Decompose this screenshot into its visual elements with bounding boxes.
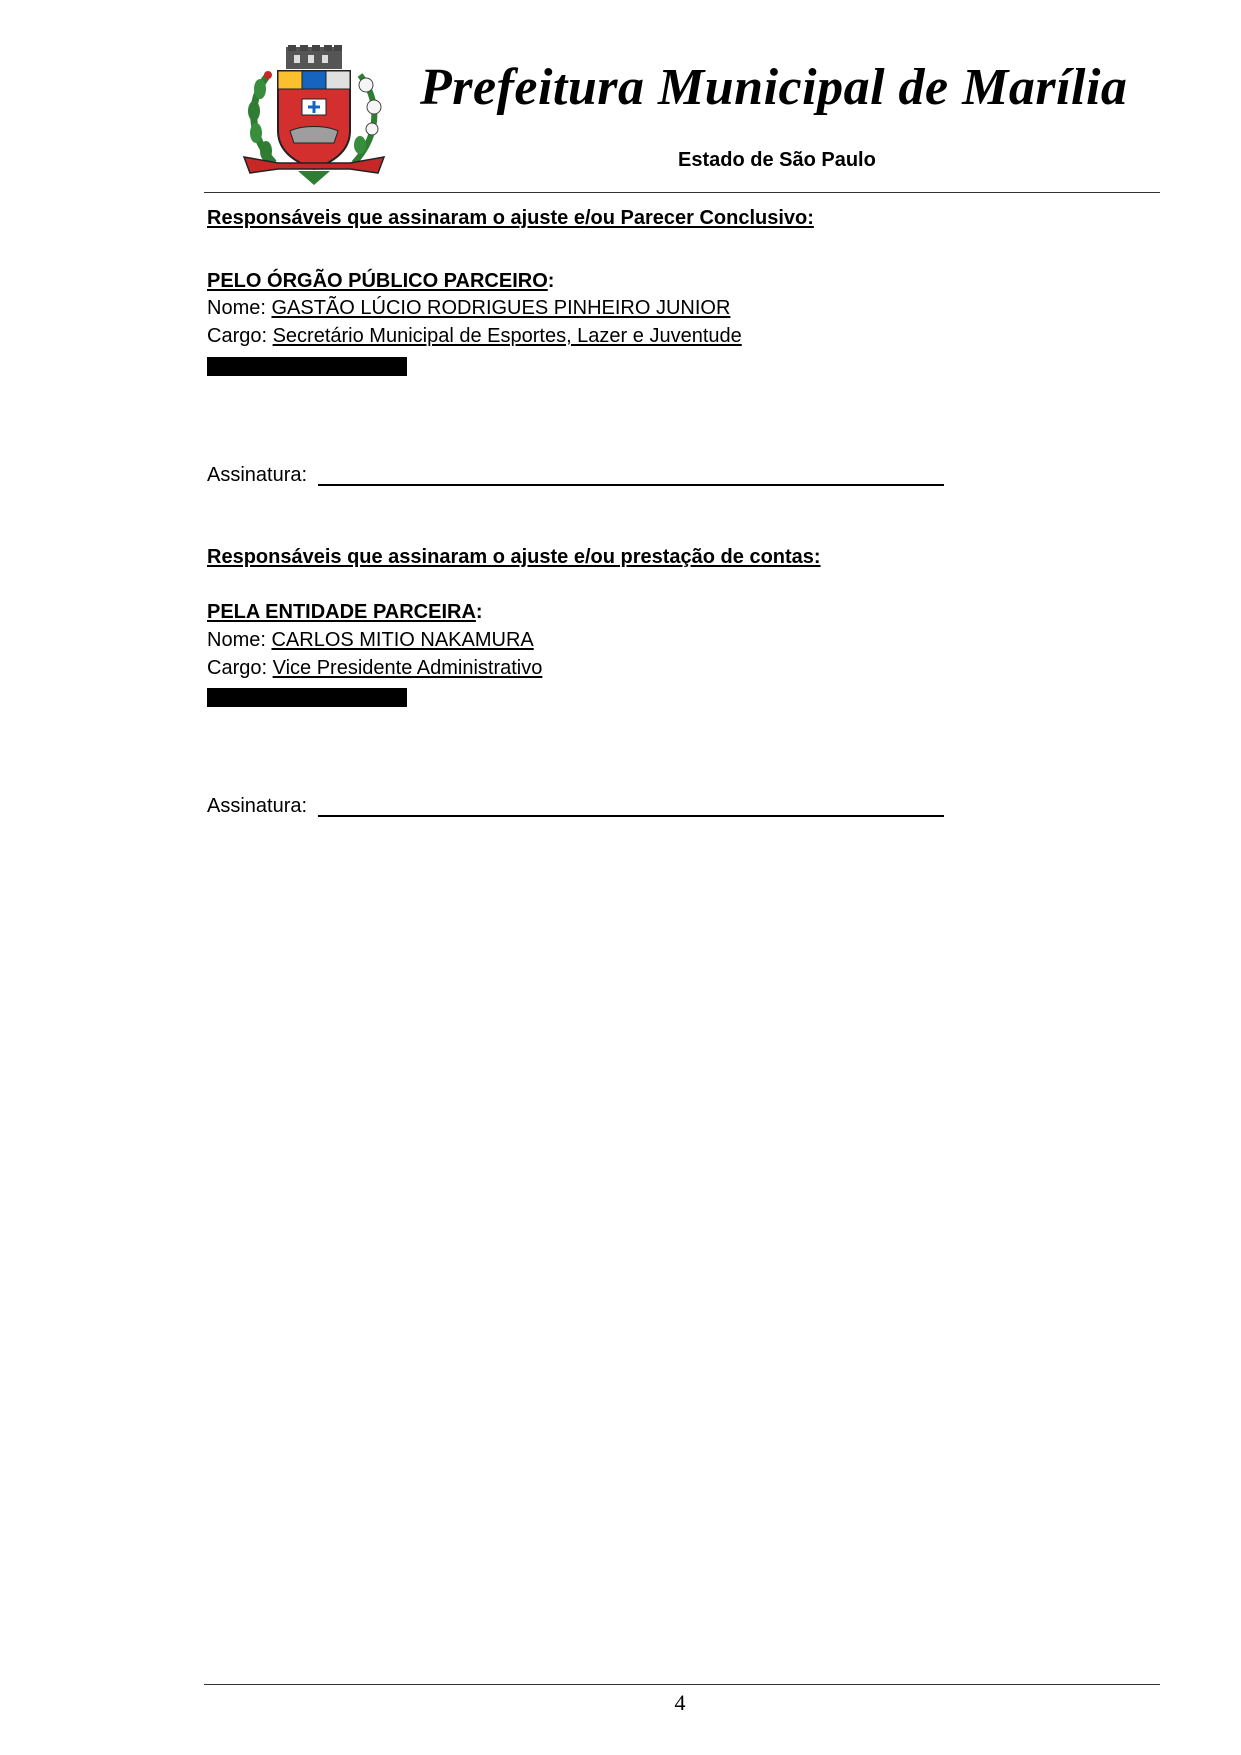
signature-label-public: Assinatura: — [207, 464, 308, 486]
role-value: Vice Presidente Administrativo — [272, 657, 543, 679]
role-value: Secretário Municipal de Esportes, Lazer e Juventude — [272, 325, 742, 347]
header-divider — [204, 192, 1160, 193]
section-heading-public: Responsáveis que assinaram o ajuste e/ou Parecer Conclusivo: — [207, 207, 814, 229]
signature-line — [318, 815, 944, 817]
name-label: Nome: — [207, 297, 272, 319]
header-subtitle: Estado de São Paulo — [678, 149, 876, 171]
role-line-entity — [207, 656, 542, 680]
coat-of-arms-logo — [238, 45, 390, 190]
party-heading-public — [207, 269, 554, 293]
page-number: 4 — [674, 1690, 686, 1715]
signature-line — [318, 484, 944, 486]
section-heading-entity: Responsáveis que assinaram o ajuste e/ou prestação de contas: — [207, 546, 821, 568]
footer-divider — [204, 1684, 1160, 1685]
name-label: Nome: — [207, 629, 272, 651]
header-title: Prefeitura Municipal de Marília — [420, 59, 1128, 116]
party-heading-entity — [207, 600, 483, 624]
redaction-bar — [207, 357, 407, 376]
party-label: PELO ÓRGÃO PÚBLICO PARCEIRO — [207, 270, 548, 292]
party-label: PELA ENTIDADE PARCEIRA — [207, 601, 476, 623]
redaction-bar — [207, 688, 407, 707]
party-suffix: : — [547, 270, 555, 292]
role-label: Cargo: — [207, 657, 273, 679]
role-label: Cargo: — [207, 325, 273, 347]
name-line-entity — [207, 628, 534, 652]
role-line-public — [207, 324, 742, 348]
name-value: CARLOS MITIO NAKAMURA — [271, 629, 534, 651]
party-suffix: : — [475, 601, 483, 623]
name-line-public — [207, 296, 730, 320]
signature-label-entity: Assinatura: — [207, 795, 308, 817]
name-value: GASTÃO LÚCIO RODRIGUES PINHEIRO JUNIOR — [271, 297, 731, 319]
